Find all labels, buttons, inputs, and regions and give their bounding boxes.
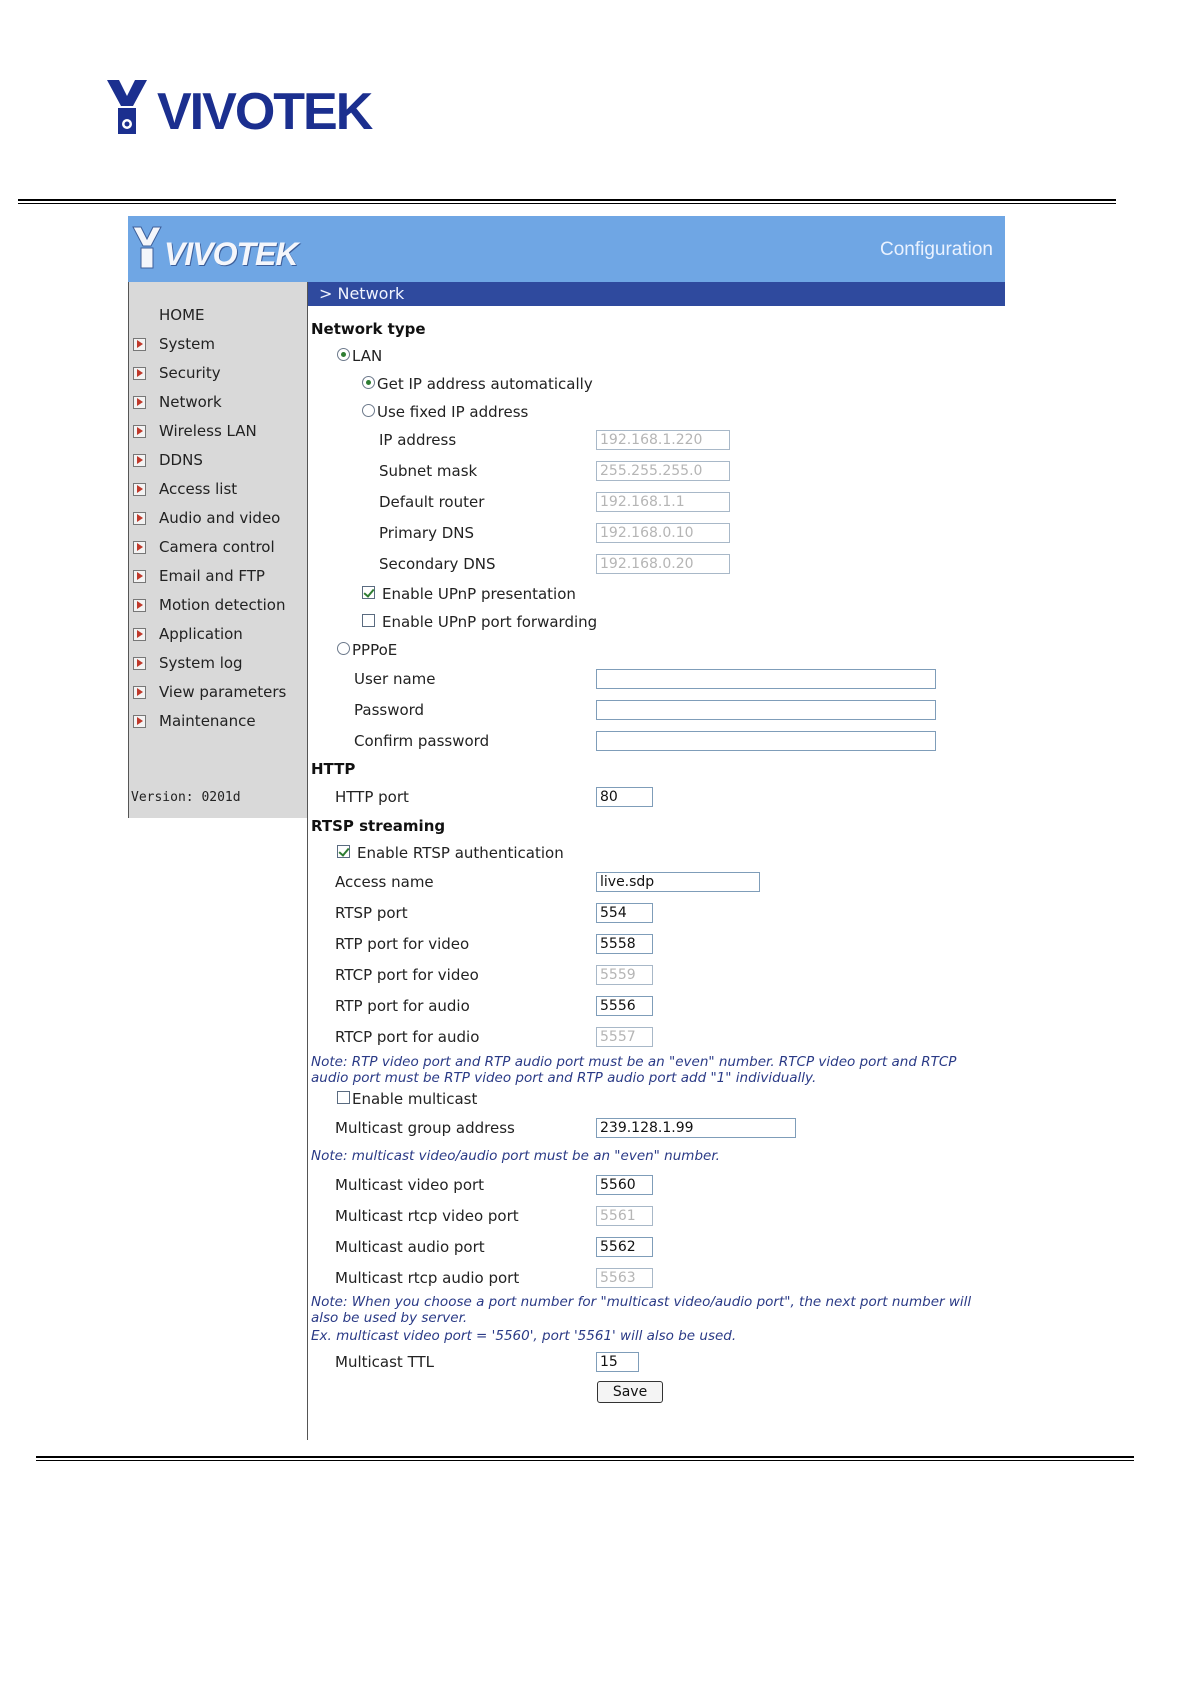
- multicast-video-port-label: Multicast video port: [335, 1176, 485, 1194]
- upnp-forwarding-checkbox[interactable]: [362, 614, 375, 627]
- secondary-dns-label: Secondary DNS: [379, 555, 496, 573]
- rtp-audio-port-input[interactable]: 5556: [596, 996, 653, 1016]
- banner-logo: [132, 226, 297, 270]
- multicast-audio-port-label: Multicast audio port: [335, 1238, 485, 1256]
- arrow-icon: [133, 570, 146, 583]
- multicast-rtcp-video-port-input[interactable]: 5561: [596, 1206, 653, 1226]
- rtcp-video-port-label: RTCP port for video: [335, 966, 479, 984]
- password-label: Password: [354, 701, 425, 719]
- note-next-port-example: Ex. multicast video port = '5560', port '5561' will also be used.: [311, 1328, 737, 1344]
- pppoe-label: PPPoE: [352, 641, 398, 659]
- vivotek-mark-icon: [132, 226, 164, 270]
- arrow-icon: [133, 454, 146, 467]
- rtsp-port-input[interactable]: 554: [596, 903, 653, 923]
- arrow-icon: [133, 483, 146, 496]
- arrow-icon: [133, 657, 146, 670]
- sidebar-item-audio-video[interactable]: Audio and video: [159, 509, 280, 527]
- arrow-icon: [133, 541, 146, 554]
- ip-address-input[interactable]: 192.168.1.220: [596, 430, 730, 450]
- secondary-dns-input[interactable]: 192.168.0.20: [596, 554, 730, 574]
- arrow-icon: [133, 628, 146, 641]
- password-input[interactable]: [596, 700, 936, 720]
- primary-dns-label: Primary DNS: [379, 524, 475, 542]
- multicast-label: Enable multicast: [352, 1090, 478, 1108]
- rtp-video-port-input[interactable]: 5558: [596, 934, 653, 954]
- user-name-label: User name: [354, 670, 436, 688]
- http-port-input[interactable]: 80: [596, 787, 653, 807]
- configuration-title: Configuration: [879, 239, 993, 260]
- rtcp-audio-port-input[interactable]: 5557: [596, 1027, 653, 1047]
- multicast-rtcp-video-port-label: Multicast rtcp video port: [335, 1207, 519, 1225]
- sidebar-item-security[interactable]: Security: [159, 364, 221, 382]
- section-http: HTTP: [311, 760, 356, 778]
- rtp-video-port-label: RTP port for video: [335, 935, 470, 953]
- rtsp-auth-label: Enable RTSP authentication: [357, 844, 564, 862]
- sidebar-item-view-parameters[interactable]: View parameters: [159, 683, 286, 701]
- upnp-presentation-label: Enable UPnP presentation: [382, 585, 576, 603]
- arrow-icon: [133, 512, 146, 525]
- upnp-forwarding-label: Enable UPnP port forwarding: [382, 613, 598, 631]
- fixed-ip-label: Use fixed IP address: [377, 403, 529, 421]
- multicast-group-input[interactable]: 239.128.1.99: [596, 1118, 796, 1138]
- multicast-ttl-input[interactable]: 15: [596, 1352, 639, 1372]
- rtp-audio-port-label: RTP port for audio: [335, 997, 470, 1015]
- config-banner: [128, 216, 1005, 282]
- lan-radio[interactable]: [337, 348, 350, 361]
- rtcp-audio-port-label: RTCP port for audio: [335, 1028, 480, 1046]
- sidebar-item-wireless-lan[interactable]: Wireless LAN: [159, 422, 257, 440]
- sidebar-item-motion-detection[interactable]: Motion detection: [159, 596, 285, 614]
- sidebar-item-ddns[interactable]: DDNS: [159, 451, 203, 469]
- rtcp-video-port-input[interactable]: 5559: [596, 965, 653, 985]
- note-multicast-even: Note: multicast video/audio port must be an "even" number.: [311, 1148, 720, 1164]
- multicast-video-port-input[interactable]: 5560: [596, 1175, 653, 1195]
- config-window: [128, 216, 1005, 1440]
- multicast-group-label: Multicast group address: [335, 1119, 515, 1137]
- section-rtsp-streaming: RTSP streaming: [311, 817, 446, 835]
- multicast-audio-port-input[interactable]: 5562: [596, 1237, 653, 1257]
- document-logo-text: VIVOTEK: [157, 83, 372, 141]
- access-name-input[interactable]: live.sdp: [596, 872, 760, 892]
- sidebar-item-system[interactable]: System: [159, 335, 215, 353]
- document-logo: [105, 78, 372, 141]
- arrow-icon: [133, 367, 146, 380]
- multicast-checkbox[interactable]: [337, 1091, 350, 1104]
- primary-dns-input[interactable]: 192.168.0.10: [596, 523, 730, 543]
- header-rule-thin: [18, 203, 1116, 204]
- page-title: > Network: [308, 282, 1005, 306]
- sidebar-item-email-ftp[interactable]: Email and FTP: [159, 567, 265, 585]
- save-button[interactable]: Save: [597, 1381, 663, 1403]
- rtsp-auth-checkbox[interactable]: [337, 845, 350, 858]
- firmware-version: Version: 0201d: [131, 790, 241, 805]
- content-divider: [307, 282, 308, 1440]
- banner-logo-text: VIVOTEK: [164, 236, 298, 272]
- vivotek-mark-icon: [105, 78, 153, 138]
- footer-rule-thin: [36, 1460, 1134, 1461]
- sidebar-item-maintenance[interactable]: Maintenance: [159, 712, 256, 730]
- rtsp-port-label: RTSP port: [335, 904, 408, 922]
- arrow-icon: [133, 338, 146, 351]
- section-network-type: Network type: [311, 320, 426, 338]
- sidebar-item-home[interactable]: HOME: [159, 306, 205, 324]
- header-rule: [18, 199, 1116, 201]
- subnet-mask-label: Subnet mask: [379, 462, 478, 480]
- note-even-ports: Note: RTP video port and RTP audio port must be an "even" number. RTCP video port and RTCP audio port must be RTP video port and RTP audio port add "1" individually.: [311, 1054, 957, 1086]
- arrow-icon: [133, 425, 146, 438]
- user-name-input[interactable]: [596, 669, 936, 689]
- sidebar-item-access-list[interactable]: Access list: [159, 480, 237, 498]
- auto-ip-label: Get IP address automatically: [377, 375, 593, 393]
- footer-rule: [36, 1456, 1134, 1458]
- sidebar-item-system-log[interactable]: System log: [159, 654, 243, 672]
- note-next-port: Note: When you choose a port number for "multicast video/audio port", the next port number will also be used by server.: [311, 1294, 972, 1326]
- multicast-rtcp-audio-port-input[interactable]: 5563: [596, 1268, 653, 1288]
- default-router-input[interactable]: 192.168.1.1: [596, 492, 730, 512]
- lan-label: LAN: [352, 347, 383, 365]
- sidebar-item-application[interactable]: Application: [159, 625, 243, 643]
- arrow-icon: [133, 715, 146, 728]
- multicast-ttl-label: Multicast TTL: [335, 1353, 434, 1371]
- http-port-label: HTTP port: [335, 788, 409, 806]
- access-name-label: Access name: [335, 873, 434, 891]
- default-router-label: Default router: [379, 493, 485, 511]
- auto-ip-radio[interactable]: [362, 376, 375, 389]
- arrow-icon: [133, 686, 146, 699]
- sidebar: [128, 282, 308, 818]
- upnp-presentation-checkbox[interactable]: [362, 586, 375, 599]
- fixed-ip-radio[interactable]: [362, 404, 375, 417]
- multicast-rtcp-audio-port-label: Multicast rtcp audio port: [335, 1269, 520, 1287]
- subnet-mask-input[interactable]: 255.255.255.0: [596, 461, 730, 481]
- confirm-password-input[interactable]: [596, 731, 936, 751]
- sidebar-item-camera-control[interactable]: Camera control: [159, 538, 275, 556]
- arrow-icon: [133, 396, 146, 409]
- pppoe-radio[interactable]: [337, 642, 350, 655]
- arrow-icon: [133, 599, 146, 612]
- sidebar-item-network[interactable]: Network: [159, 393, 222, 411]
- ip-address-label: IP address: [379, 431, 457, 449]
- confirm-password-label: Confirm password: [354, 732, 490, 750]
